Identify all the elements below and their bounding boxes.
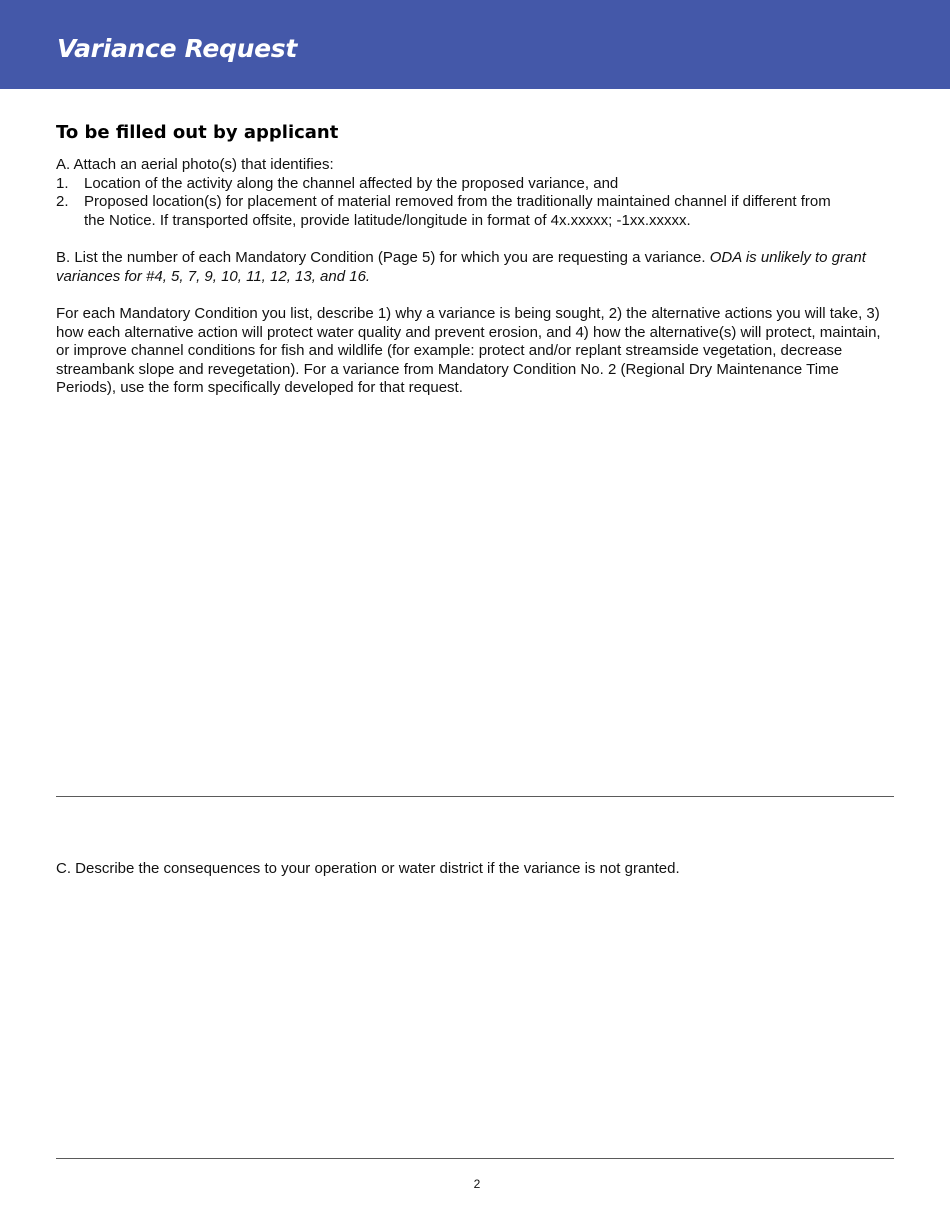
part-b-text: B. List the number of each Mandatory Condition (Page 5) for which you are requesting a variance.: [56, 249, 710, 266]
part-a-item-1-number: 1.: [56, 175, 69, 192]
part-c-text: C. Describe the consequences to your operation or water district if the variance is not granted.: [56, 860, 680, 877]
part-b-instructions: For each Mandatory Condition you list, describe 1) why a variance is being sought, 2) the alternative actions you will take, 3) how each alternative action will protect water quality and prevent erosion, and 4) how the alternative(s) will protect, maintain, or improve channel conditions for fish and wildlife (for example: protect and/or replant streamside vegetation, decrease streambank slope and revegetation). For a variance from Mandatory Condition No. 2 (Regional Dry Maintenance Time Periods), use the form specifically developed for that request.: [56, 305, 881, 397]
part-b-italic-note: ODA is unlikely to grant variances for #4, 5, 7, 9, 10, 11, 12, 13, and 16.: [56, 249, 866, 285]
part-a-item-1-text: Location of the activity along the channel affected by the proposed variance, and: [84, 175, 619, 192]
section-heading: To be filled out by applicant: [56, 122, 339, 143]
header-band: [0, 0, 950, 89]
part-a-intro: A. Attach an aerial photo(s) that identifies:: [56, 156, 334, 173]
page-title: Variance Request: [57, 34, 297, 63]
part-b-request: [56, 249, 896, 286]
part-a-item-2-line1: Proposed location(s) for placement of material removed from the traditionally maintained channel if different from: [84, 193, 831, 210]
part-a-item-2-line2: the Notice. If transported offsite, provide latitude/longitude in format of 4x.xxxxx; -1xx.xxxxx.: [84, 212, 691, 229]
part-a-item-2-number: 2.: [56, 193, 69, 210]
answer-rule-c: [56, 1158, 894, 1159]
answer-rule-b: [56, 796, 894, 797]
page-number: 2: [473, 1177, 481, 1191]
